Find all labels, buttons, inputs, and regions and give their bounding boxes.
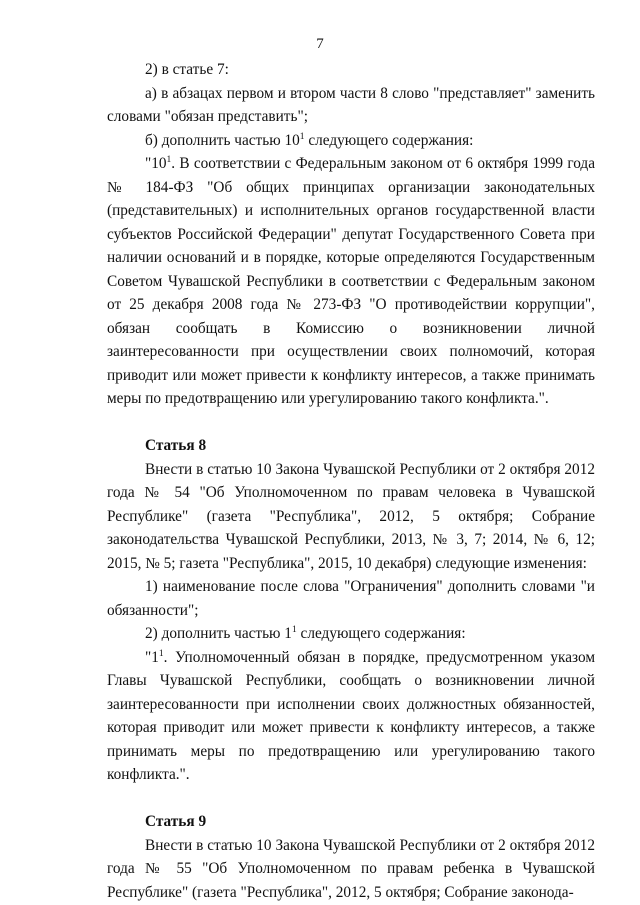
text-segment: "1 — [145, 648, 159, 666]
paragraph-part-10-1 — [107, 152, 595, 411]
text-segment: "10 — [145, 155, 167, 172]
superscript: 1 — [299, 131, 305, 142]
superscript: 1 — [291, 625, 297, 635]
text-segment: . Уполномоченный обязан в порядке, предусмотренном указом Главы Чувашской Республики, сообщать о возникновении личной заинтересованности при исполнении своих должностных обязанностей, которая приводит или может привести к конфликту интересов, а также принимать меры по предотвращению или урегулированию такого конфликта.". — [107, 648, 595, 783]
paragraph-article9-intro: Внести в статью 10 Закона Чувашской Республики от 2 октября 2012 года № 55 "Об Уполномоченном по правам ребенка в Чувашской Республике" (газета "Республика", 2012, 5 октября; Собрание законода- — [107, 836, 595, 901]
page-number: 7 — [316, 36, 324, 52]
text-segment: 2) дополнить частью 1 — [145, 625, 292, 642]
article-8-heading: Статья 8 — [145, 437, 207, 454]
paragraph-part-1-1 — [107, 646, 595, 787]
paragraph-article8-item1: 1) наименование после слова "Ограничения" дополнить словами "и обязанности"; — [107, 578, 595, 619]
paragraph-article8-item2 — [107, 622, 595, 646]
paragraph-amend-b — [107, 129, 595, 153]
text-segment: следующего содержания: — [304, 131, 474, 149]
text-segment: б) дополнить частью 10 — [145, 131, 300, 149]
spacer — [107, 787, 595, 811]
superscript: 1 — [158, 648, 164, 659]
superscript: 1 — [166, 155, 172, 165]
text-segment: . В соответствии с Федеральным законом от 6 октября 1999 года № 184-ФЗ "Об общих принципах организации законодательных (представительных) и исполнительных органов государственной власти субъектов Российской Федерации" депутат Государственного Совета при наличии оснований и в порядке, которые определяются Государственным Советом Чувашской Республики в соответствии с Федеральным законом от 25 декабря 2008 года № 273-ФЗ "О противодействии коррупции", обязан сообщать в Комиссию о возникновении личной заинтересованности при осуществлении своих полномочий, которая приводит или может привести к конфликту интересов, а также принимать меры по предотвращению или урегулированию такого конфликта.". — [107, 155, 595, 407]
document-body — [107, 58, 595, 904]
paragraph-amend-a: а) в абзацах первом и втором части 8 слово "представляет" заменить словами "обязан представить"; — [107, 84, 595, 125]
article-9-heading: Статья 9 — [145, 813, 207, 830]
paragraph-article7-intro: 2) в статье 7: — [145, 61, 229, 78]
spacer — [107, 411, 595, 435]
text-segment: следующего содержания: — [296, 625, 466, 642]
paragraph-article8-intro: Внести в статью 10 Закона Чувашской Республики от 2 октября 2012 года № 54 "Об Уполномоченном по правам человека в Чувашской Республике" (газета "Республика", 2012, 5 октября; Собрание законодательства Чувашской Республики, 2013, № 3, 7; 2014, № 6, 12; 2015, № 5; газета "Республика", 2015, 10 декабря) следующие изменения: — [107, 460, 595, 572]
